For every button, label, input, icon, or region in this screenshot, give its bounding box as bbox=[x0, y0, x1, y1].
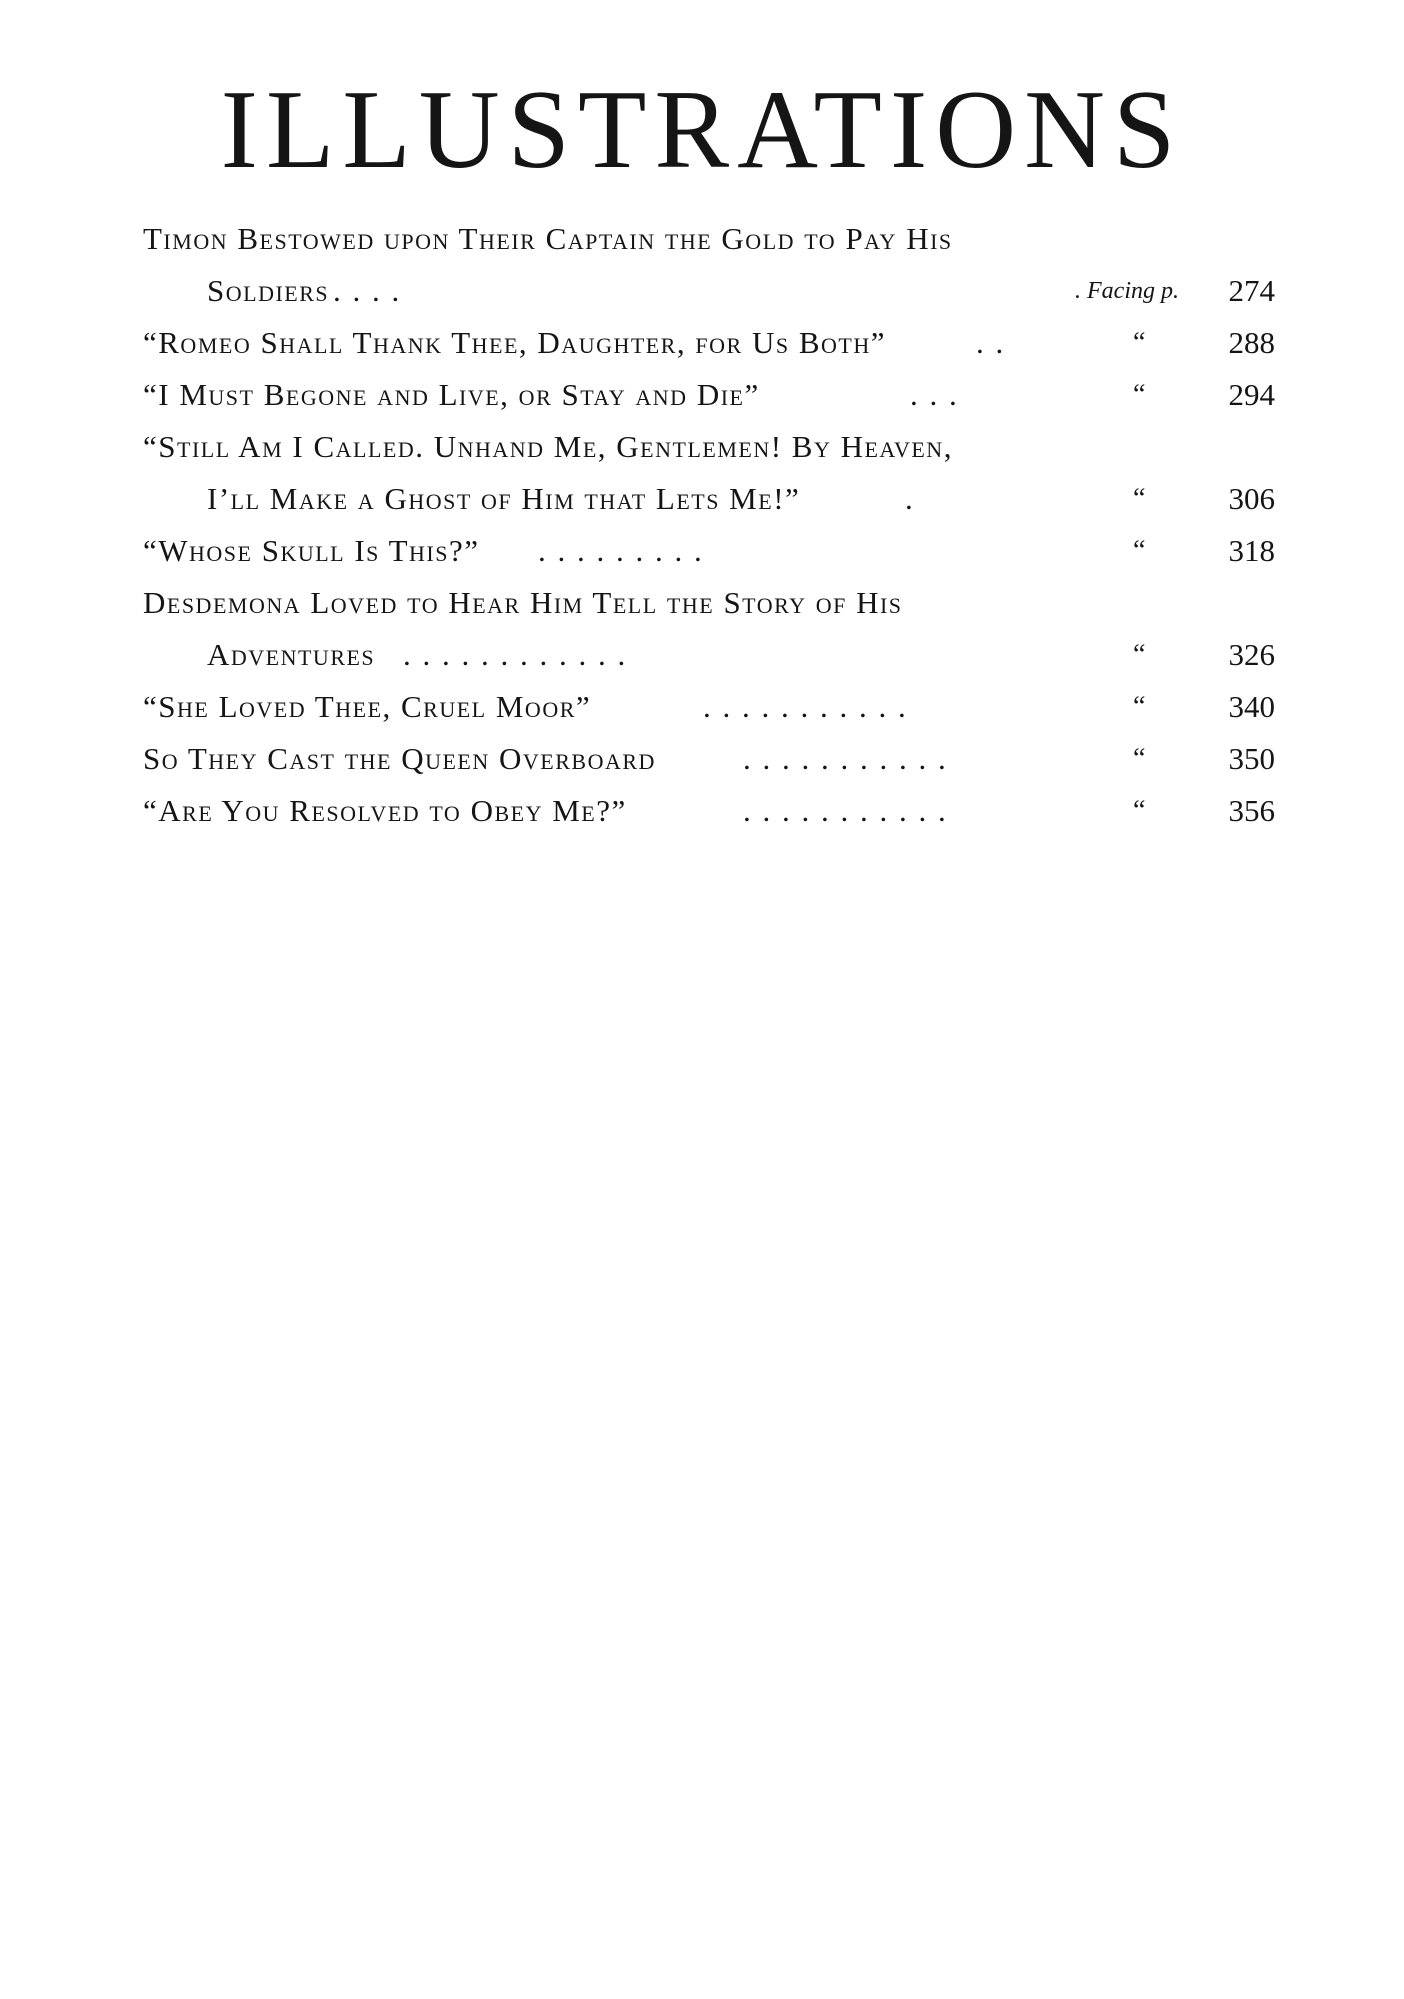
ditto-mark: “ bbox=[1133, 743, 1146, 774]
facing-page-label: . Facing p. bbox=[1075, 278, 1179, 304]
dot-leader: . . . . . . . . . . . bbox=[743, 741, 948, 776]
ditto-mark: “ bbox=[1133, 639, 1146, 670]
entry-caption: Desdemona Loved to Hear Him Tell the Story of His bbox=[143, 585, 903, 620]
page-number: 356 bbox=[1228, 793, 1275, 828]
page-number: 340 bbox=[1228, 689, 1275, 724]
page-title: ILLUSTRATIONS bbox=[220, 68, 1184, 192]
dot-leader: . . . bbox=[910, 377, 959, 412]
page-number: 294 bbox=[1228, 377, 1275, 412]
page-number: 350 bbox=[1228, 741, 1275, 776]
dot-leader: . . . . . . . . . . . . bbox=[403, 637, 628, 672]
dot-leader: . . . . . . . . . . . bbox=[703, 689, 908, 724]
entry-caption-continued: Soldiers bbox=[207, 273, 330, 308]
page-number: 288 bbox=[1228, 325, 1275, 360]
entry-caption: “I Must Begone and Live, or Stay and Die” bbox=[143, 377, 760, 412]
entry-caption-continued: Adventures bbox=[207, 637, 376, 672]
list-item bbox=[143, 577, 1275, 681]
page-number: 274 bbox=[1228, 273, 1275, 308]
dot-leader: . . . . . . . . . bbox=[538, 533, 704, 568]
list-item bbox=[143, 369, 1275, 421]
ditto-mark: “ bbox=[1133, 327, 1146, 358]
ditto-mark: “ bbox=[1133, 795, 1146, 826]
illustrations-list bbox=[143, 213, 1275, 837]
entry-caption: “Whose Skull Is This?” bbox=[143, 533, 480, 568]
list-item bbox=[143, 421, 1275, 525]
dot-leader: . . . . . . . . . . . bbox=[743, 793, 948, 828]
dot-leader: . . bbox=[976, 325, 1006, 360]
page-number: 306 bbox=[1228, 481, 1275, 516]
list-item bbox=[143, 733, 1275, 785]
entry-caption: Timon Bestowed upon Their Captain the Gold to Pay His bbox=[143, 221, 953, 256]
list-item bbox=[143, 785, 1275, 837]
page-number: 326 bbox=[1228, 637, 1275, 672]
ditto-mark: “ bbox=[1133, 483, 1146, 514]
list-item bbox=[143, 213, 1275, 317]
entry-caption: “Are You Resolved to Obey Me?” bbox=[143, 793, 627, 828]
entry-caption-continued: I’ll Make a Ghost of Him that Lets Me!” bbox=[207, 481, 801, 516]
entry-caption: “Still Am I Called. Unhand Me, Gentlemen! By Heaven, bbox=[143, 429, 953, 464]
ditto-mark: “ bbox=[1133, 535, 1146, 566]
entry-caption: So They Cast the Queen Overboard bbox=[143, 741, 656, 776]
dot-leader: . . . . bbox=[333, 273, 402, 308]
list-item bbox=[143, 317, 1275, 369]
dot-leader: . bbox=[905, 481, 915, 516]
entry-caption: “She Loved Thee, Cruel Moor” bbox=[143, 689, 592, 724]
entry-caption: “Romeo Shall Thank Thee, Daughter, for Us Both” bbox=[143, 325, 886, 360]
ditto-mark: “ bbox=[1133, 379, 1146, 410]
list-item bbox=[143, 681, 1275, 733]
page-number: 318 bbox=[1228, 533, 1275, 568]
list-item bbox=[143, 525, 1275, 577]
ditto-mark: “ bbox=[1133, 691, 1146, 722]
